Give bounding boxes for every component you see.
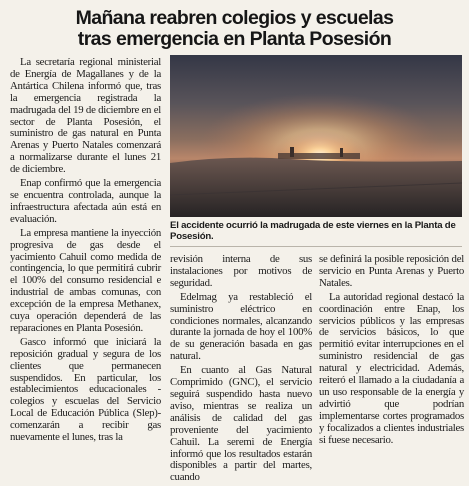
headline-line-1: Mañana reabren colegios y escuelas (75, 7, 394, 29)
paragraph: En cuanto al Gas Natural Comprimido (GNC), el servicio seguirá suspendido hasta nuevo aviso, mientras se realiza un análisis de calidad del gas proveniente del yacimiento Cahuil. La seremi de Energía informó que los resultados estarán disponibles a partir del martes, cuando (170, 364, 312, 484)
article-headline (0, 8, 469, 50)
article-column-1 (10, 57, 161, 446)
paragraph: La empresa mantiene la inyección progresiva de gas desde el yacimiento Cahuil como medida de contingencia, lo que permitirá cubrir el 100% del consumo residencial e industrial de ambas comunas, con excepción de la empresa Methanex, cuya operación dependerá de las reparaciones en Planta Posesión. (10, 226, 161, 334)
photo-caption: El accidente ocurrió la madrugada de este viernes en la Planta de Posesión. (170, 220, 456, 243)
paragraph: La autoridad regional destacó la coordinación entre Enap, los servicios públicos y las empresas de servicios básicos, lo que permitió evitar interrupciones en el suministro residencial de gas natural y electricidad. Además, reiteró el llamado a la ciudadanía a un uso responsable de la energía y advirtió que podrían implementarse cortes programados y focalizados a clientes industriales si fuese necesario. (319, 290, 464, 446)
article-column-2 (170, 254, 312, 486)
paragraph: se definirá la posible reposición del servicio en Punta Arenas y Puerto Natales. (319, 253, 464, 289)
news-photo-fire-at-plant (170, 55, 462, 217)
paragraph: revisión interna de sus instalaciones por motivos de seguridad. (170, 253, 312, 289)
paragraph: Gasco informó que iniciará la reposición gradual y segura de los clientes que permanecen suspendidos. En particular, los establecimientos educacionales -colegios y escuelas del Servicio Local de Educación Pública (Slep)- comenzarán a recibir gas nuevamente el lunes, tras la (10, 335, 161, 444)
paragraph: Edelmag ya restableció el suministro eléctrico en condiciones normales, alcanzando durante la jornada de hoy el 100% de su generación basada en gas natural. (170, 290, 312, 363)
caption-divider (170, 246, 462, 247)
article-column-3 (319, 254, 464, 449)
paragraph: La secretaría regional ministerial de Energía de Magallanes y de la Antártica Chilena informó que, tras la emergencia registrada la madrugada del 19 de diciembre en el sector de Planta Posesión, el suministro de gas natural en Punta Arenas y Puerto Natales comenzará a normalizarse durante el lunes 21 de diciembre. (10, 56, 161, 176)
headline-line-2: tras emergencia en Planta Posesión (77, 28, 392, 50)
paragraph: Enap confirmó que la emergencia se encuentra controlada, aunque la infraestructura afectada aún está en evaluación. (10, 177, 161, 225)
